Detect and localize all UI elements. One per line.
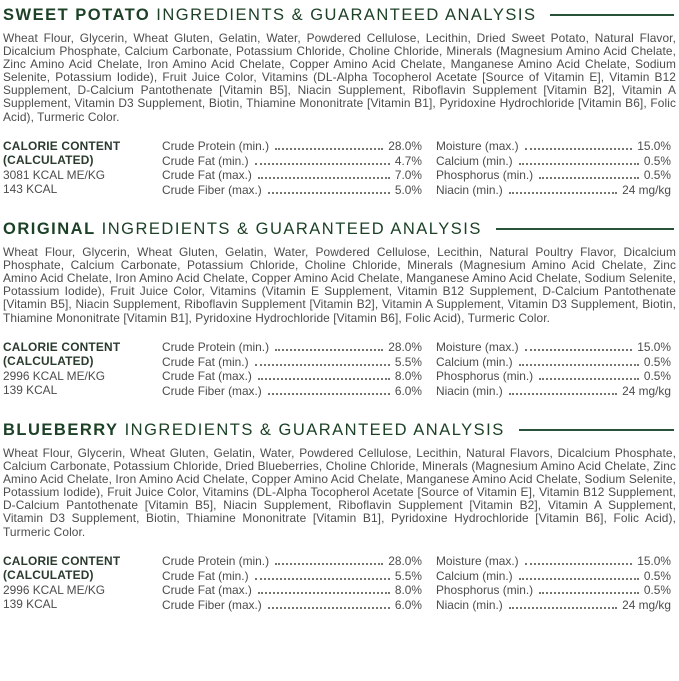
nutrient-value: 24 mg/kg <box>622 598 671 612</box>
analysis-row <box>436 554 671 569</box>
nutrient-label: Crude Fat (max.) <box>162 168 252 183</box>
ingredients-paragraph: Wheat Flour, Glycerin, Wheat Gluten, Gelatin, Water, Powdered Cellulose, Lecithin, Natural Poultry Flavor, Dicalcium Phosphate, Calcium Carbonate, Potassium Chloride, Choline Chloride, Minerals (Magnesium Amino Acid Chelate, Zinc Amino Acid Chelate, Iron Amino Acid Chelate, Copper Amino Acid Chelate, Manganese Amino Acid Chelate, Sodium Selenite, Potassium Iodide), Fruit Juice Color, Vitamins (Vitamin E Supplement, Vitamin B12 Supplement, D-Calcium Pantothenate [Vitamin B5], Niacin Supplement, Riboflavin Supplement [Vitamin B2], Vitamin A Supplement, Vitamin D3 Supplement, Biotin, Thiamine Mononitrate [Vitamin B1], Pyridoxine Hydrochloride [Vitamin B6], Folic Acid), Turmeric Color. <box>3 245 676 325</box>
nutrient-value: 0.5% <box>643 568 671 583</box>
nutrient-value: 28.0% <box>388 139 422 154</box>
dot-leader <box>268 393 390 395</box>
nutrient-value: 5.0% <box>394 183 422 198</box>
calorie-content-block <box>3 139 148 197</box>
dot-leader <box>268 192 390 194</box>
analysis-row <box>162 583 422 598</box>
kcal-me-kg-value: 2996 KCAL ME/KG <box>3 368 105 383</box>
ingredients-paragraph: Wheat Flour, Glycerin, Wheat Gluten, Gelatin, Water, Powdered Cellulose, Lecithin, Natural Flavors, Dicalcium Phosphate, Calcium Carbonate, Potassium Chloride, Dried Blueberries, Choline Chloride, Minerals (Magnesium Amino Acid Chelate, Zinc Amino Acid Chelate, Iron Amino Acid Chelate, Copper Amino Acid Chelate, Manganese Amino Acid Chelate, Sodium Selenite, Potassium Iodide), Fruit Juice Color, Vitamins (DL-Alpha Tocopherol Acetate [Source of Vitamin E], Vitamin B12 Supplement, D-Calcium Pantothenate [Vitamin B5], Niacin Supplement, Riboflavin Supplement [Vitamin B2], Vitamin A Supplement, Vitamin D3 Supplement, Biotin, Thiamine Mononitrate [Vitamin B1], Pyridoxine Hydrochloride [Vitamin B6], Folic Acid), Turmeric Color. <box>3 445 676 539</box>
nutrient-label: Niacin (min.) <box>436 183 503 198</box>
dot-leader <box>258 592 390 594</box>
section-heading <box>3 219 676 239</box>
nutrient-value: 5.5% <box>394 354 422 369</box>
flavor-name: ORIGINAL <box>3 220 96 239</box>
analysis-row <box>436 369 671 384</box>
nutrient-value: 0.5% <box>643 354 671 369</box>
kcal-me-kg-value: 3081 KCAL ME/KG <box>3 167 105 182</box>
nutrient-label: Phosphorus (min.) <box>436 369 534 384</box>
dot-leader <box>525 148 633 150</box>
nutrient-value: 28.0% <box>388 340 422 355</box>
kcal-me-kg-value: 2996 KCAL ME/KG <box>3 582 105 597</box>
nutrient-value: 0.5% <box>643 153 671 168</box>
nutrient-label: Phosphorus (min.) <box>436 168 534 183</box>
nutrient-label: Crude Fiber (max.) <box>162 598 262 612</box>
analysis-row <box>436 597 671 612</box>
section-original <box>3 219 676 398</box>
dot-leader <box>509 607 617 609</box>
nutrient-label: Crude Fat (min.) <box>162 153 249 168</box>
analysis-row <box>162 153 422 168</box>
analysis-row <box>436 153 671 168</box>
nutrient-value: 4.7% <box>394 153 422 168</box>
analysis-row <box>162 139 422 154</box>
heading-suffix: INGREDIENTS & GUARANTEED ANALYSIS <box>124 420 505 439</box>
nutrient-label: Moisture (max.) <box>436 340 519 355</box>
dot-leader <box>519 578 639 580</box>
calorie-content-block <box>3 340 148 398</box>
calorie-content-block <box>3 554 148 612</box>
dot-leader <box>509 192 617 194</box>
nutrient-value: 8.0% <box>394 583 422 598</box>
dot-leader <box>519 364 639 366</box>
nutrient-label: Calcium (min.) <box>436 354 513 369</box>
nutrient-label: Crude Fat (min.) <box>162 568 249 583</box>
ingredients-paragraph: Wheat Flour, Glycerin, Wheat Gluten, Gelatin, Water, Powdered Cellulose, Lecithin, Dried Sweet Potato, Natural Flavor, Dicalcium Phosphate, Calcium Carbonate, Potassium Chloride, Choline Chloride, Minerals (Magnesium Amino Acid Chelate, Zinc Amino Acid Chelate, Iron Amino Acid Chelate, Copper Amino Acid Chelate, Manganese Amino Acid Chelate, Sodium Selenite, Potassium Iodide), Fruit Juice Color, Vitamins (DL-Alpha Tocopherol Acetate [Source of Vitamin E], Vitamin B12 Supplement, D-Calcium Pantothenate [Vitamin B5], Niacin Supplement, Riboflavin Supplement [Vitamin B2], Vitamin A Supplement, Vitamin D3 Supplement, Biotin, Thiamine Mononitrate [Vitamin B1], Pyridoxine Hydrochloride [Vitamin B6], Folic Acid), Turmeric Color. <box>3 31 676 124</box>
heading-rule-line <box>550 14 674 16</box>
dot-leader <box>519 163 639 165</box>
nutrient-value: 7.0% <box>394 168 422 183</box>
nutrient-value: 5.5% <box>394 568 422 583</box>
analysis-row <box>162 369 422 384</box>
dot-leader <box>525 349 633 351</box>
flavor-name: SWEET POTATO <box>3 6 151 24</box>
nutrient-value: 6.0% <box>394 383 422 398</box>
guaranteed-analysis-table <box>3 139 676 197</box>
analysis-row <box>162 383 422 398</box>
calorie-subtitle: (CALCULATED) <box>3 153 94 168</box>
dot-leader <box>275 349 383 351</box>
kcal-value: 139 KCAL <box>3 383 58 398</box>
nutrient-label: Crude Fiber (max.) <box>162 383 262 398</box>
analysis-row <box>436 583 671 598</box>
section-heading <box>3 420 676 440</box>
heading-rule-line <box>496 228 674 230</box>
nutrient-label: Crude Fat (max.) <box>162 583 252 598</box>
nutrient-value: 8.0% <box>394 369 422 384</box>
dot-leader <box>255 163 390 165</box>
analysis-row <box>436 354 671 369</box>
dot-leader <box>275 148 383 150</box>
kcal-value: 143 KCAL <box>3 182 58 197</box>
analysis-row <box>436 340 671 355</box>
analysis-column-left <box>162 340 422 398</box>
nutrient-value: 15.0% <box>637 139 671 154</box>
dot-leader <box>258 177 390 179</box>
dot-leader <box>255 364 390 366</box>
analysis-column-right <box>436 139 676 197</box>
nutrient-label: Crude Fat (max.) <box>162 369 252 384</box>
nutrient-label: Phosphorus (min.) <box>436 583 534 598</box>
heading-rule-line <box>519 429 674 431</box>
calorie-title: CALORIE CONTENT <box>3 138 121 153</box>
nutrient-label: Moisture (max.) <box>436 554 519 569</box>
calorie-title: CALORIE CONTENT <box>3 553 121 568</box>
analysis-row <box>162 597 422 612</box>
kcal-value: 139 KCAL <box>3 597 58 612</box>
nutrient-value: 0.5% <box>643 369 671 384</box>
guaranteed-analysis-table <box>3 340 676 398</box>
dot-leader <box>275 563 383 565</box>
analysis-row <box>436 139 671 154</box>
calorie-title: CALORIE CONTENT <box>3 339 121 354</box>
analysis-row <box>436 568 671 583</box>
dot-leader <box>539 378 639 380</box>
nutrient-label: Niacin (min.) <box>436 598 503 612</box>
analysis-column-left <box>162 554 422 612</box>
heading-suffix: INGREDIENTS & GUARANTEED ANALYSIS <box>101 220 482 239</box>
analysis-row <box>162 568 422 583</box>
nutrient-label: Calcium (min.) <box>436 153 513 168</box>
analysis-row <box>162 182 422 197</box>
dot-leader <box>258 378 390 380</box>
section-blueberry <box>3 420 676 612</box>
dot-leader <box>268 607 390 609</box>
nutrient-label: Crude Protein (min.) <box>162 340 270 355</box>
nutrient-value: 28.0% <box>388 554 422 569</box>
section-heading <box>3 5 676 25</box>
calorie-subtitle: (CALCULATED) <box>3 354 94 369</box>
nutrient-value: 15.0% <box>637 554 671 569</box>
nutrient-label: Moisture (max.) <box>436 139 519 154</box>
analysis-row <box>436 383 671 398</box>
nutrient-value: 24 mg/kg <box>622 383 671 398</box>
nutrient-value: 15.0% <box>637 340 671 355</box>
nutrient-value: 0.5% <box>643 583 671 598</box>
heading-suffix: INGREDIENTS & GUARANTEED ANALYSIS <box>156 6 537 24</box>
analysis-row <box>436 182 671 197</box>
dot-leader <box>509 393 617 395</box>
dot-leader <box>255 578 390 580</box>
nutrient-label: Crude Protein (min.) <box>162 139 270 154</box>
nutrient-label: Calcium (min.) <box>436 568 513 583</box>
analysis-row <box>162 354 422 369</box>
dot-leader <box>539 592 639 594</box>
analysis-column-right <box>436 340 676 398</box>
nutrient-label: Niacin (min.) <box>436 383 503 398</box>
nutrient-label: Crude Protein (min.) <box>162 554 270 569</box>
dot-leader <box>539 177 639 179</box>
nutrient-value: 0.5% <box>643 168 671 183</box>
guaranteed-analysis-table <box>3 554 676 612</box>
analysis-row <box>436 168 671 183</box>
calorie-subtitle: (CALCULATED) <box>3 568 94 583</box>
analysis-column-left <box>162 139 422 197</box>
nutrient-label: Crude Fiber (max.) <box>162 183 262 198</box>
nutrient-value: 24 mg/kg <box>622 183 671 198</box>
nutrient-value: 6.0% <box>394 598 422 612</box>
dot-leader <box>525 563 633 565</box>
flavor-name: BLUEBERRY <box>3 420 119 439</box>
nutrient-label: Crude Fat (min.) <box>162 354 249 369</box>
section-sweet-potato <box>3 5 676 197</box>
analysis-row <box>162 340 422 355</box>
analysis-row <box>162 168 422 183</box>
analysis-row <box>162 554 422 569</box>
analysis-column-right <box>436 554 676 612</box>
